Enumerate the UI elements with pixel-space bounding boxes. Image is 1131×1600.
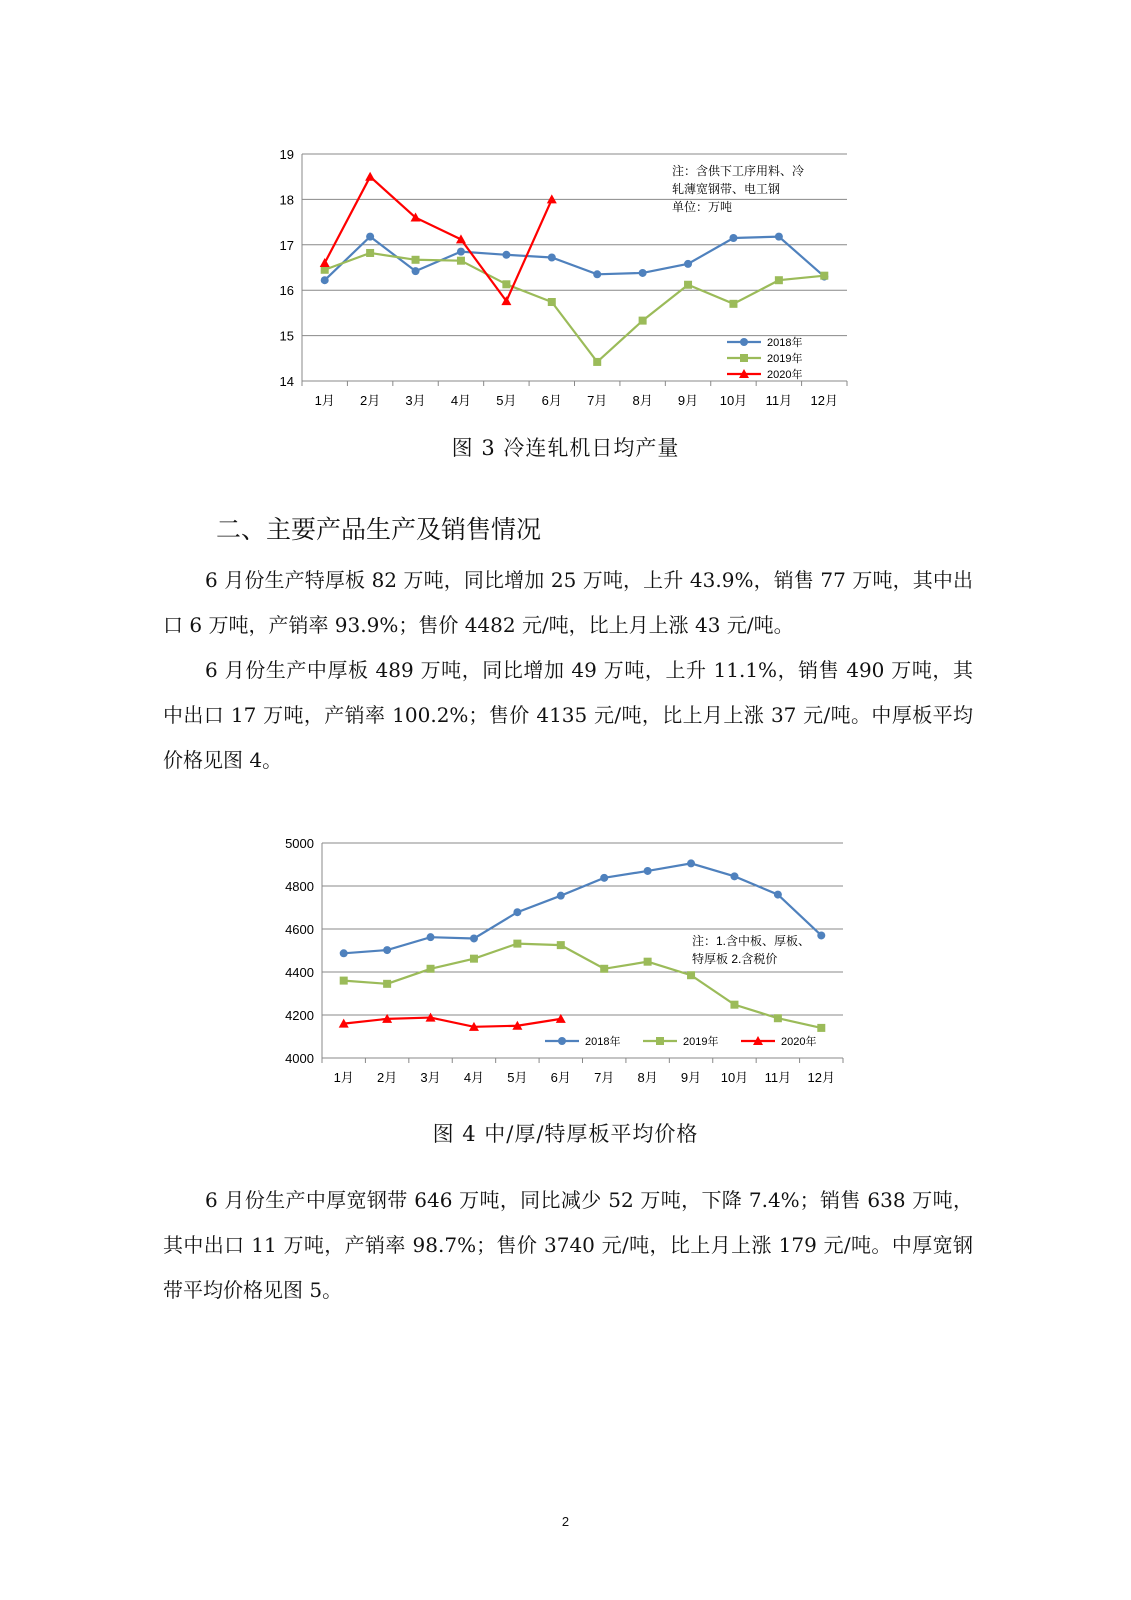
y-tick-label: 4600 xyxy=(285,922,314,937)
y-tick-label: 18 xyxy=(279,192,294,208)
chart-plate-average-price xyxy=(240,830,880,1105)
legend-label: 2018年 xyxy=(767,337,803,349)
data-point xyxy=(774,1014,782,1022)
x-tick-label: 11月 xyxy=(765,393,793,408)
data-point xyxy=(687,859,695,867)
data-point xyxy=(457,257,465,265)
series-line-2020年 xyxy=(344,1018,561,1027)
chart-note: 注：含供下工序用料、冷 xyxy=(672,164,805,178)
legend-marker xyxy=(740,354,748,362)
data-point xyxy=(457,248,465,256)
data-point xyxy=(687,971,695,979)
x-tick-label: 9月 xyxy=(680,1070,702,1085)
x-tick-label: 6月 xyxy=(541,393,562,408)
x-tick-label: 2月 xyxy=(360,393,381,408)
chart-note: 轧薄宽钢带、电工钢 xyxy=(672,182,781,196)
data-point xyxy=(383,980,391,988)
data-point xyxy=(321,276,329,284)
y-tick-label: 4400 xyxy=(285,965,314,980)
x-tick-label: 9月 xyxy=(677,393,699,408)
data-point xyxy=(557,892,565,900)
legend-label: 2020年 xyxy=(767,369,803,381)
data-point xyxy=(321,266,329,274)
data-point xyxy=(548,298,556,306)
data-point xyxy=(513,908,521,916)
data-point xyxy=(502,280,510,288)
y-tick-label: 4000 xyxy=(285,1051,314,1066)
data-point xyxy=(639,317,647,325)
series-line-2019年 xyxy=(325,253,825,362)
legend-label: 2020年 xyxy=(781,1036,817,1048)
page-number: 2 xyxy=(561,1514,570,1529)
data-point xyxy=(684,281,692,289)
x-tick-label: 1月 xyxy=(314,393,335,408)
figure-3-caption: 图 3 冷连轧机日均产量 xyxy=(451,436,680,460)
data-point xyxy=(774,891,782,899)
legend-marker xyxy=(558,1037,566,1045)
data-point xyxy=(684,260,692,268)
data-point xyxy=(365,172,375,181)
x-tick-label: 8月 xyxy=(632,393,653,408)
x-tick-label: 7月 xyxy=(587,393,608,408)
data-point xyxy=(775,233,783,241)
data-point xyxy=(639,269,647,277)
data-point xyxy=(817,1024,825,1032)
x-tick-label: 10月 xyxy=(719,393,748,408)
legend-marker xyxy=(656,1037,664,1045)
data-point xyxy=(383,946,391,954)
data-point xyxy=(513,940,521,948)
data-point xyxy=(320,258,330,267)
data-point xyxy=(817,931,825,939)
data-point xyxy=(412,267,420,275)
data-point xyxy=(729,300,737,308)
x-tick-label: 12月 xyxy=(807,1070,836,1085)
x-tick-label: 12月 xyxy=(810,393,839,408)
legend-label: 2019年 xyxy=(683,1036,719,1048)
x-tick-label: 8月 xyxy=(637,1070,658,1085)
x-tick-label: 2月 xyxy=(377,1070,398,1085)
x-tick-label: 7月 xyxy=(594,1070,615,1085)
y-tick-label: 19 xyxy=(279,147,294,162)
chart-note: 注：1.含中板、厚板、 xyxy=(692,934,811,948)
section-heading: 二、主要产品生产及销售情况 xyxy=(216,515,542,544)
data-point xyxy=(730,872,738,880)
figure-4-caption: 图 4 中/厚/特厚板平均价格 xyxy=(432,1122,699,1146)
data-point xyxy=(412,256,420,264)
data-point xyxy=(593,358,601,366)
x-tick-label: 10月 xyxy=(720,1070,749,1085)
data-point xyxy=(730,1001,738,1009)
data-point xyxy=(548,254,556,262)
data-point xyxy=(644,867,652,875)
y-tick-label: 15 xyxy=(279,328,294,344)
data-point xyxy=(470,955,478,963)
chart-note: 特厚板 2.含税价 xyxy=(692,952,778,966)
paragraph-extra-thick-plate: 6 月份生产特厚板 82 万吨，同比增加 25 万吨，上升 43.9%，销售 77 万吨，其中出口 6 万吨，产销率 93.9%；售价 4482 元/吨，比上月上涨 43 元/吨。 xyxy=(163,568,973,637)
x-tick-label: 4月 xyxy=(463,1070,485,1085)
y-tick-label: 17 xyxy=(279,237,294,253)
legend-label: 2019年 xyxy=(767,353,803,365)
x-tick-label: 6月 xyxy=(550,1070,571,1085)
y-tick-label: 5000 xyxy=(285,836,314,851)
paragraph-medium-thick-wide-strip: 6 月份生产中厚宽钢带 646 万吨，同比减少 52 万吨，下降 7.4%；销售 638 万吨，其中出口 11 万吨，产销率 98.7%；售价 3740 元/吨，比上月上涨 179 元/吨。中厚宽钢带平均价格见图 5。 xyxy=(163,1188,973,1302)
y-tick-label: 14 xyxy=(279,374,294,389)
data-point xyxy=(366,233,374,241)
data-point xyxy=(470,934,478,942)
data-point xyxy=(593,270,601,278)
legend-marker xyxy=(740,338,748,346)
data-point xyxy=(820,272,828,280)
data-point xyxy=(557,941,565,949)
x-tick-label: 11月 xyxy=(764,1070,792,1085)
y-tick-label: 4800 xyxy=(285,879,314,894)
x-tick-label: 5月 xyxy=(507,1070,528,1085)
x-tick-label: 4月 xyxy=(450,393,472,408)
y-tick-label: 16 xyxy=(279,283,294,299)
data-point xyxy=(775,276,783,284)
x-tick-label: 1月 xyxy=(333,1070,354,1085)
x-tick-label: 3月 xyxy=(405,393,426,408)
data-point xyxy=(366,249,374,257)
data-point xyxy=(729,234,737,242)
chart-note: 单位：万吨 xyxy=(672,200,733,214)
paragraph-medium-thick-plate: 6 月份生产中厚板 489 万吨，同比增加 49 万吨，上升 11.1%，销售 490 万吨，其中出口 17 万吨，产销率 100.2%；售价 4135 元/吨，比上月上涨 37 元/吨。中厚板平均价格见图 4。 xyxy=(163,658,973,772)
data-point xyxy=(547,194,557,203)
data-point xyxy=(600,874,608,882)
data-point xyxy=(502,251,510,259)
data-point xyxy=(427,965,435,973)
x-tick-label: 5月 xyxy=(496,393,517,408)
data-point xyxy=(340,977,348,985)
y-tick-label: 4200 xyxy=(285,1008,314,1023)
legend-label: 2018年 xyxy=(585,1036,621,1048)
chart-cold-rolling-daily-output xyxy=(240,140,880,425)
data-point xyxy=(427,933,435,941)
data-point xyxy=(600,965,608,973)
x-tick-label: 3月 xyxy=(420,1070,441,1085)
data-point xyxy=(340,949,348,957)
data-point xyxy=(644,958,652,966)
series-line-2020年 xyxy=(325,177,552,301)
